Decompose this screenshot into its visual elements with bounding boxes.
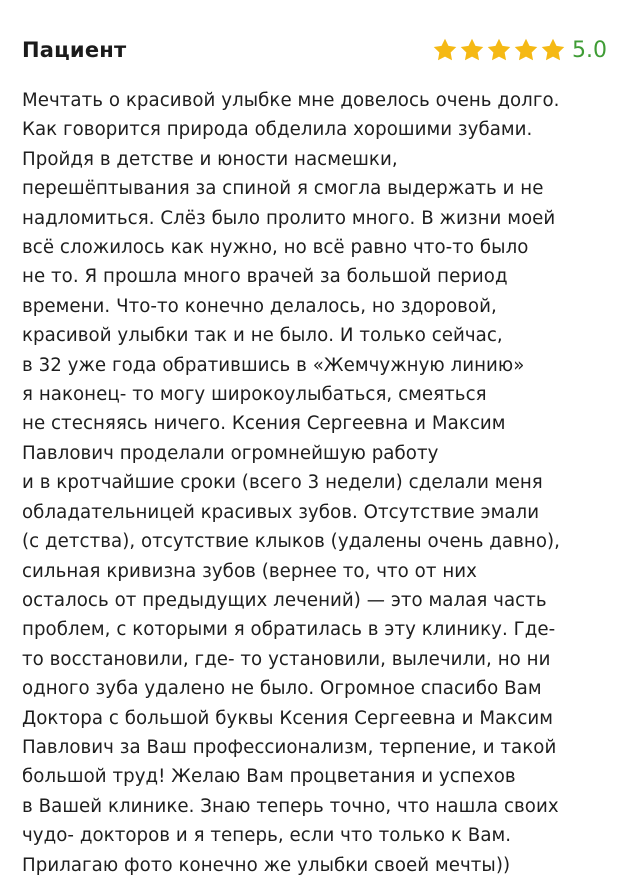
review-author: Пациент [22,38,127,62]
rating-stars [432,37,566,63]
review-line: обладательницей красивых зубов. Отсутствие эмали [22,501,540,523]
rating [432,37,607,63]
review-line: в Вашей клинике. Знаю теперь точно, что нашла своих [22,795,559,817]
review-line: я наконец- то могу широкоулыбаться, смеяться [22,384,487,406]
review-line: сильная кривизна зубов (вернее то, что от них [22,560,477,582]
review-line: большой труд! Желаю Вам процветания и успехов [22,766,516,788]
star-icon [540,37,566,63]
review-line: проблем, с которыми я обратилась в эту клинику. Где- [22,619,556,641]
star-icon [432,37,458,63]
review-header [22,34,607,66]
review-line: перешёптывания за спиной я смогла выдержать и не [22,178,544,200]
star-icon [486,37,512,63]
review-line: Павлович за Ваш профессионализм, терпение, и такой [22,736,557,758]
review-line: Доктора с большой буквы Ксения Сергеевна и Максим [22,707,554,729]
review-line: в 32 уже года обратившись в «Жемчужную линию» [22,354,525,376]
review-line: всё сложилось как нужно, но всё равно что-то было [22,237,529,259]
review-line: одного зуба удалено не было. Огромное спасибо Вам [22,678,542,700]
star-icon [459,37,485,63]
review-text [22,86,622,880]
review-line: (с детства), отсутствие клыков (удалены очень давно), [22,531,560,553]
review-line: красивой улыбки так и не было. И только сейчас, [22,325,503,347]
review-line: Павлович проделали огромнейшую работу [22,442,439,464]
review-line: Прилагаю фото конечно же улыбки своей мечты)) [22,854,511,876]
review-line: осталось от предыдущих лечений) — это малая часть [22,589,547,611]
review-line: времени. Что-то конечно делалось, но здоровой, [22,295,497,317]
review-line: то восстановили, где- то установили, вылечили, но ни [22,648,551,670]
review-line: Мечтать о красивой улыбке мне довелось очень долго. [22,90,560,111]
review-line: Как говорится природа обделила хорошими зубами. [22,119,533,141]
review-line: Пройдя в детстве и юности насмешки, [22,148,398,170]
review-line: не то. Я прошла много врачей за большой период [22,266,508,288]
rating-score: 5.0 [572,37,607,63]
star-icon [513,37,539,63]
review-line: не стесняясь ничего. Ксения Сергеевна и Максим [22,413,506,435]
review-line: и в кротчайшие сроки (всего 3 недели) сделали меня [22,472,543,494]
review-line: надломиться. Слёз было пролито много. В жизни моей [22,207,556,229]
review-line: чудо- докторов и я теперь, если что только к Вам. [22,825,512,847]
